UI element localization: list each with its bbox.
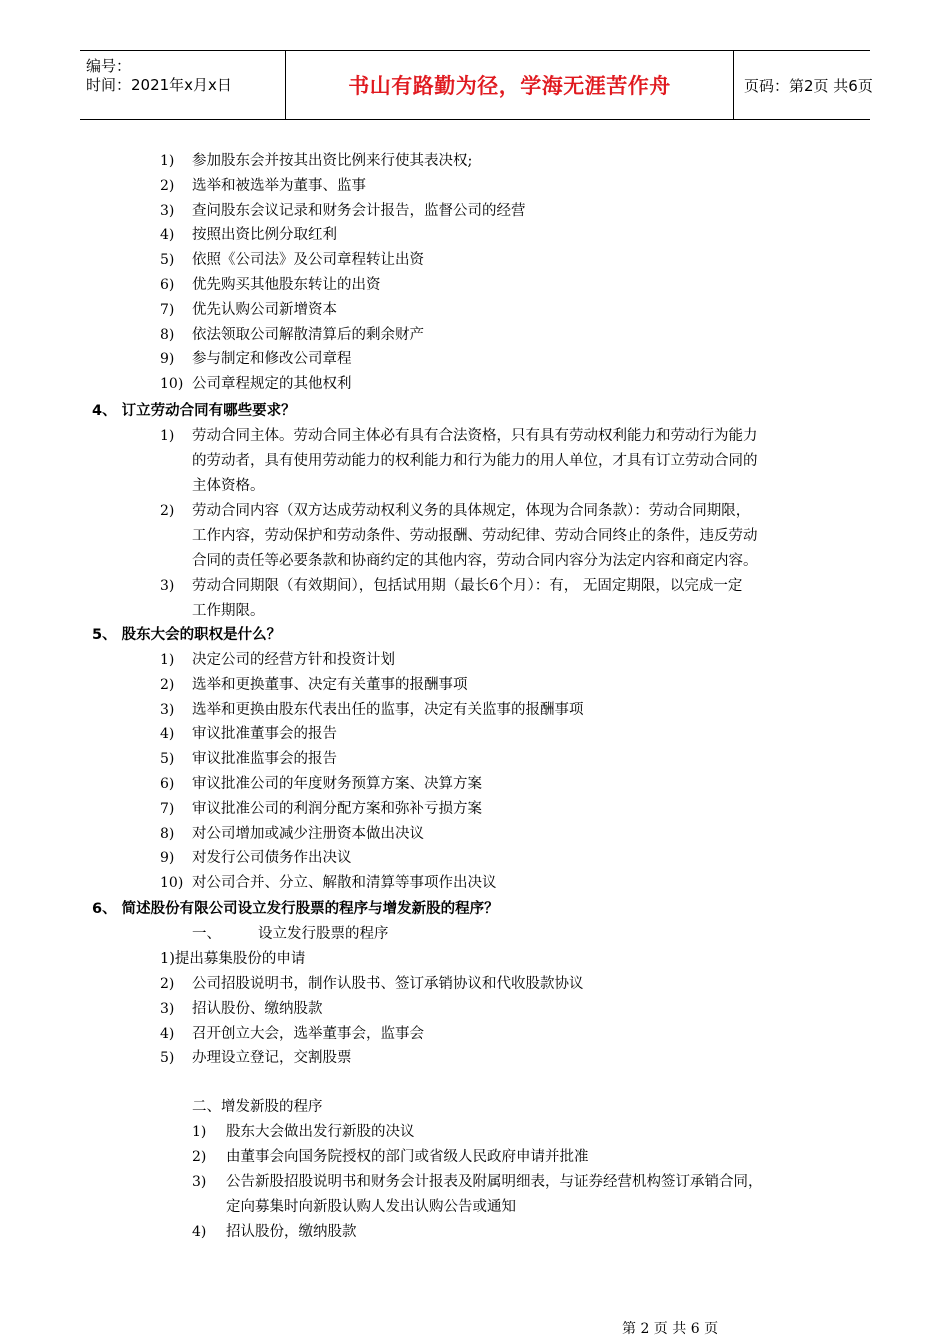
list-item-text: 优先购买其他股东转让的出资 (192, 277, 381, 293)
list-item-number: 2) (160, 177, 175, 194)
list-item-text: 劳动合同内容（双方达成劳动权利义务的具体规定，体现为合同条款）：劳动合同期限， (192, 503, 751, 519)
list-item-number: 4) (160, 227, 175, 244)
question-heading: 6、 简述股份有限公司设立发行股票的程序与增发新股的程序？ (92, 901, 499, 917)
list-item-text: 公司章程规定的其他权利 (192, 376, 352, 393)
list-item-text: 召开创立大会，选举董事会，监事会 (192, 1025, 424, 1042)
list-item-number: 1) (192, 1124, 207, 1140)
list-item-text: 劳动合同主体。劳动合同主体必有具有合法资格，只有具有劳动权利能力和劳动行为能力 (192, 428, 758, 444)
list-item-number: 2) (160, 976, 175, 992)
list-item-text: 选举和更换由股东代表出任的监事，决定有关监事的报酬事项 (192, 701, 584, 718)
header-page-info: 页码：第2页 共6页 (744, 76, 873, 95)
list-item-text: 优先认购公司新增资本 (192, 301, 337, 318)
list-item-text: 合同的责任等必要条款和协商约定的其他内容，劳动合同内容分为法定内容和商定内容。 (192, 553, 758, 569)
list-item-number: 2) (160, 676, 175, 693)
list-item-text: 选举和更换董事、决定有关董事的报酬事项 (192, 676, 468, 693)
list-item-text: 依照《公司法》及公司章程转让出资 (192, 252, 424, 269)
list-item-text: 查问股东会议记录和财务会计报告，监督公司的经营 (192, 202, 526, 219)
list-item-text: 对发行公司债务作出决议 (192, 850, 352, 867)
section-number: 一、 (192, 926, 221, 942)
list-item-number: 1) (160, 153, 175, 169)
list-item-text: 审议批准公司的年度财务预算方案、决算方案 (192, 776, 482, 792)
list-item-number: 4) (160, 726, 175, 743)
list-item-text: 参与制定和修改公司章程 (192, 351, 352, 368)
list-item-text: 1)提出募集股份的申请 (160, 951, 306, 967)
list-item-text: 审议批准监事会的报告 (192, 751, 337, 768)
list-item-text: 公司招股说明书，制作认股书、签订承销协议和代收股款协议 (192, 976, 584, 992)
list-item-number: 5) (160, 751, 175, 768)
list-item-text: 审议批准董事会的报告 (192, 726, 337, 743)
list-item-number: 7) (160, 800, 175, 817)
list-item-text: 主体资格。 (192, 478, 265, 494)
list-item-number: 8) (160, 825, 175, 842)
list-item-text: 办理设立登记，交割股票 (192, 1050, 352, 1067)
list-item-text: 的劳动者，具有使用劳动能力的权利能力和行为能力的用人单位，才具有订立劳动合同的 (192, 453, 758, 469)
list-item-text: 选举和被选举为董事、监事 (192, 177, 366, 194)
list-item-text: 劳动合同期限（有效期间），包括试用期（最长6个月）：有， 无固定期限，以完成一定 (192, 578, 743, 594)
list-item-text: 决定公司的经营方针和投资计划 (192, 652, 395, 668)
list-item-number: 1) (160, 652, 175, 668)
list-item-text: 工作期限。 (192, 603, 265, 619)
list-item-text: 股东大会做出发行新股的决议 (226, 1124, 415, 1140)
list-item-text: 工作内容，劳动保护和劳动条件、劳动报酬、劳动纪律、劳动合同终止的条件，违反劳动 (192, 528, 758, 544)
list-item-text: 按照出资比例分取红利 (192, 227, 337, 244)
section-title: 二、增发新股的程序 (192, 1099, 323, 1115)
list-item-number: 3) (160, 202, 175, 219)
list-item-number: 10) (160, 875, 184, 892)
page-header (80, 50, 873, 120)
list-item-text: 招认股份，缴纳股款 (226, 1224, 357, 1240)
list-item-number: 2) (160, 503, 175, 519)
list-item-number: 2) (192, 1149, 207, 1165)
section-title: 设立发行股票的程序 (258, 926, 389, 942)
list-item-number: 6) (160, 776, 175, 792)
question-heading: 4、 订立劳动合同有哪些要求？ (92, 403, 296, 419)
document-time-label: 时间：2021年x月x日 (86, 76, 232, 94)
list-item-number: 3) (160, 1000, 175, 1017)
list-item-number: 3) (160, 578, 175, 594)
list-item-number: 7) (160, 301, 175, 318)
list-item-number: 10) (160, 376, 184, 393)
list-item-number: 3) (160, 701, 175, 718)
header-motto: 书山有路勤为径，学海无涯苦作舟 (348, 74, 671, 98)
list-item-text: 对公司合并、分立、解散和清算等事项作出决议 (192, 875, 497, 892)
list-item-text: 对公司增加或减少注册资本做出决议 (192, 825, 424, 842)
list-item-number: 1) (160, 428, 175, 444)
page-footer: 第 2 页 共 6 页 (622, 1321, 719, 1337)
header-left-cell (80, 51, 285, 119)
header-motto-cell (285, 51, 734, 119)
list-item-number: 3) (192, 1174, 207, 1190)
list-item-number: 9) (160, 850, 175, 867)
list-item-text: 公告新股招股说明书和财务会计报表及附属明细表，与证券经营机构签订承销合同， (226, 1174, 763, 1190)
list-item-text: 审议批准公司的利润分配方案和弥补亏损方案 (192, 800, 482, 817)
list-item-number: 9) (160, 351, 175, 368)
question-heading: 5、 股东大会的职权是什么？ (92, 627, 282, 643)
list-item-text: 参加股东会并按其出资比例来行使其表决权; (192, 153, 473, 169)
list-item-number: 8) (160, 326, 175, 343)
list-item-text: 依法领取公司解散清算后的剩余财产 (192, 326, 424, 343)
list-item-number: 4) (160, 1025, 175, 1042)
list-item-text: 定向募集时向新股认购人发出认购公告或通知 (226, 1199, 516, 1215)
list-item-number: 5) (160, 1050, 175, 1067)
list-item-text: 招认股份、缴纳股款 (192, 1000, 323, 1017)
list-item-number: 4) (192, 1224, 207, 1240)
document-number-label: 编号： (86, 57, 132, 75)
list-item-text: 由董事会向国务院授权的部门或省级人民政府申请并批准 (226, 1149, 589, 1165)
list-item-number: 6) (160, 277, 175, 293)
list-item-number: 5) (160, 252, 175, 269)
